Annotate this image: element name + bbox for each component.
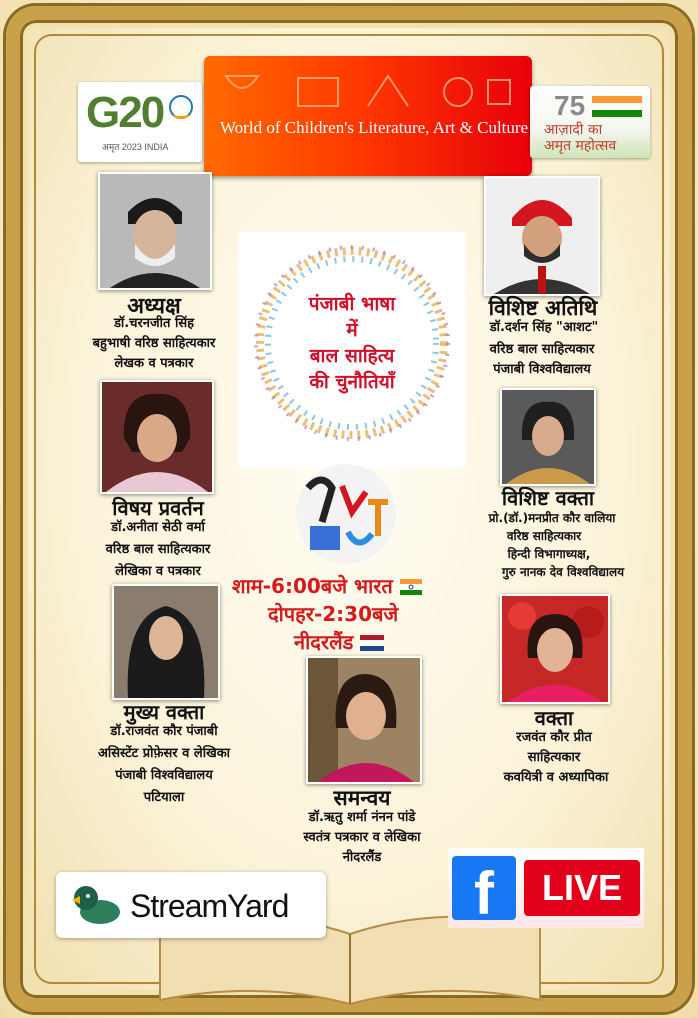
topic-line-2: में [346, 319, 358, 341]
special-speaker-photo [500, 388, 596, 486]
chief-guest-desc2: पंजाबी विश्वविद्यालय [493, 362, 591, 377]
live-label: LIVE [524, 860, 640, 916]
topic-line-3: बाल साहित्य [309, 345, 395, 367]
facebook-live-badge [448, 848, 644, 928]
time-india: शाम-6:00बजे भारत [232, 572, 422, 599]
streamyard-logo [56, 872, 326, 938]
topic-intro-photo [100, 380, 214, 494]
main-speaker-photo [112, 584, 220, 700]
netherlands-flag-icon [360, 635, 384, 651]
coordinator-desc2: नीदरलैंड [342, 850, 382, 865]
g20-logo [78, 82, 202, 162]
main-speaker-desc2: पंजाबी विश्वविद्यालय [115, 768, 213, 783]
time-netherlands-1: दोपहर-2:30बजे [268, 602, 399, 626]
speaker-photo [500, 594, 610, 704]
woman-portrait-icon [502, 390, 594, 484]
president-desc1: बहुभाषी वरिष्ठ साहित्यकार [92, 336, 216, 351]
woman-portrait-icon [102, 382, 212, 492]
streamyard-text: StreamYard [130, 888, 289, 924]
facebook-icon: f [452, 856, 516, 920]
g20-logo-text: G20 [86, 88, 164, 137]
main-speaker-desc1: असिस्टेंट प्रोफ़ेसर व लेखिका [97, 746, 231, 761]
amrit-logo-icon [292, 462, 400, 566]
coordinator-name: डॉ.ऋतु शर्मा नंनन पांडे [308, 810, 416, 825]
main-speaker-role: मुख्य वक्ता [123, 700, 205, 724]
woman-portrait-icon [502, 596, 608, 702]
speaker-desc1: साहित्यकार [527, 750, 581, 765]
special-speaker-role: विशिष्ट वक्ता [501, 486, 595, 510]
azadi-ka-amrit-mahotsav-logo [530, 86, 650, 158]
topic-intro-desc2: लेखिका व पत्रकार [115, 564, 201, 579]
topic-line-1: पंजाबी भाषा [308, 293, 396, 315]
duck-icon [70, 882, 122, 928]
azadi-text: आज़ादी का अमृत महोत्सव [544, 122, 617, 154]
woman-portrait-icon [114, 586, 218, 698]
topic-card [238, 232, 466, 468]
special-speaker-desc2: हिन्दी विभागाध्यक्ष, [507, 547, 591, 561]
main-speaker-name: डॉ.राजवंत कौर पंजाबी [110, 724, 218, 739]
special-speaker-name: प्रो.(डॉ.)मनप्रीत कौर वालिया [488, 511, 616, 525]
lotus-globe-icon [166, 94, 196, 124]
amrit-logo [292, 462, 400, 566]
woman-portrait-icon [308, 658, 420, 782]
chief-guest-name: डॉ.दर्शन सिंह "आशट" [489, 320, 599, 335]
coordinator-role: समन्वय [333, 786, 391, 810]
man-portrait-icon [100, 174, 210, 288]
coordinator-photo [306, 656, 422, 784]
title-banner [204, 56, 532, 176]
speaker-name: रजवंत कौर प्रीत [516, 730, 592, 745]
special-speaker-desc3: गुरु नानक देव विश्वविद्यालय [501, 565, 625, 579]
g20-subtext: अमृत 2023 INDIA [102, 142, 169, 152]
president-photo [98, 172, 212, 290]
special-speaker-desc1: वरिष्ठ साहित्यकार [506, 529, 582, 543]
speaker-role: वक्ता [534, 706, 574, 730]
time-netherlands-2: नीदरलैंड [294, 628, 384, 655]
chief-guest-desc1: वरिष्ठ बाल साहित्यकार [489, 342, 595, 357]
chief-guest-role: विशिष्ट अतिथि [488, 296, 598, 320]
topic-line-4: की चुनौतियाँ [309, 371, 395, 393]
art-culture-icons [218, 70, 518, 114]
chief-guest-photo [484, 176, 600, 296]
president-role: अध्यक्ष [127, 294, 181, 319]
tricolor-icon [592, 96, 642, 118]
man-with-turban-portrait-icon [486, 178, 598, 294]
president-desc2: लेखक व पत्रकार [114, 356, 194, 371]
topic-intro-role: विषय प्रवर्तन [112, 496, 204, 520]
president-name: डॉ.चरनजीत सिंह [113, 316, 195, 331]
banner-title: World of Children's Literature, Art & Culture [220, 118, 529, 137]
topic-intro-name: डॉ.अनीता सेठी वर्मा [111, 520, 205, 535]
speaker-desc2: कवयित्री व अध्यापिका [503, 770, 609, 785]
topic-intro-desc1: वरिष्ठ बाल साहित्यकार [105, 542, 211, 557]
coordinator-desc1: स्वतंत्र पत्रकार व लेखिका [303, 830, 421, 845]
azadi-number: 75 [554, 90, 586, 121]
india-flag-icon [400, 579, 422, 595]
main-speaker-desc3: पटियाला [143, 790, 185, 805]
